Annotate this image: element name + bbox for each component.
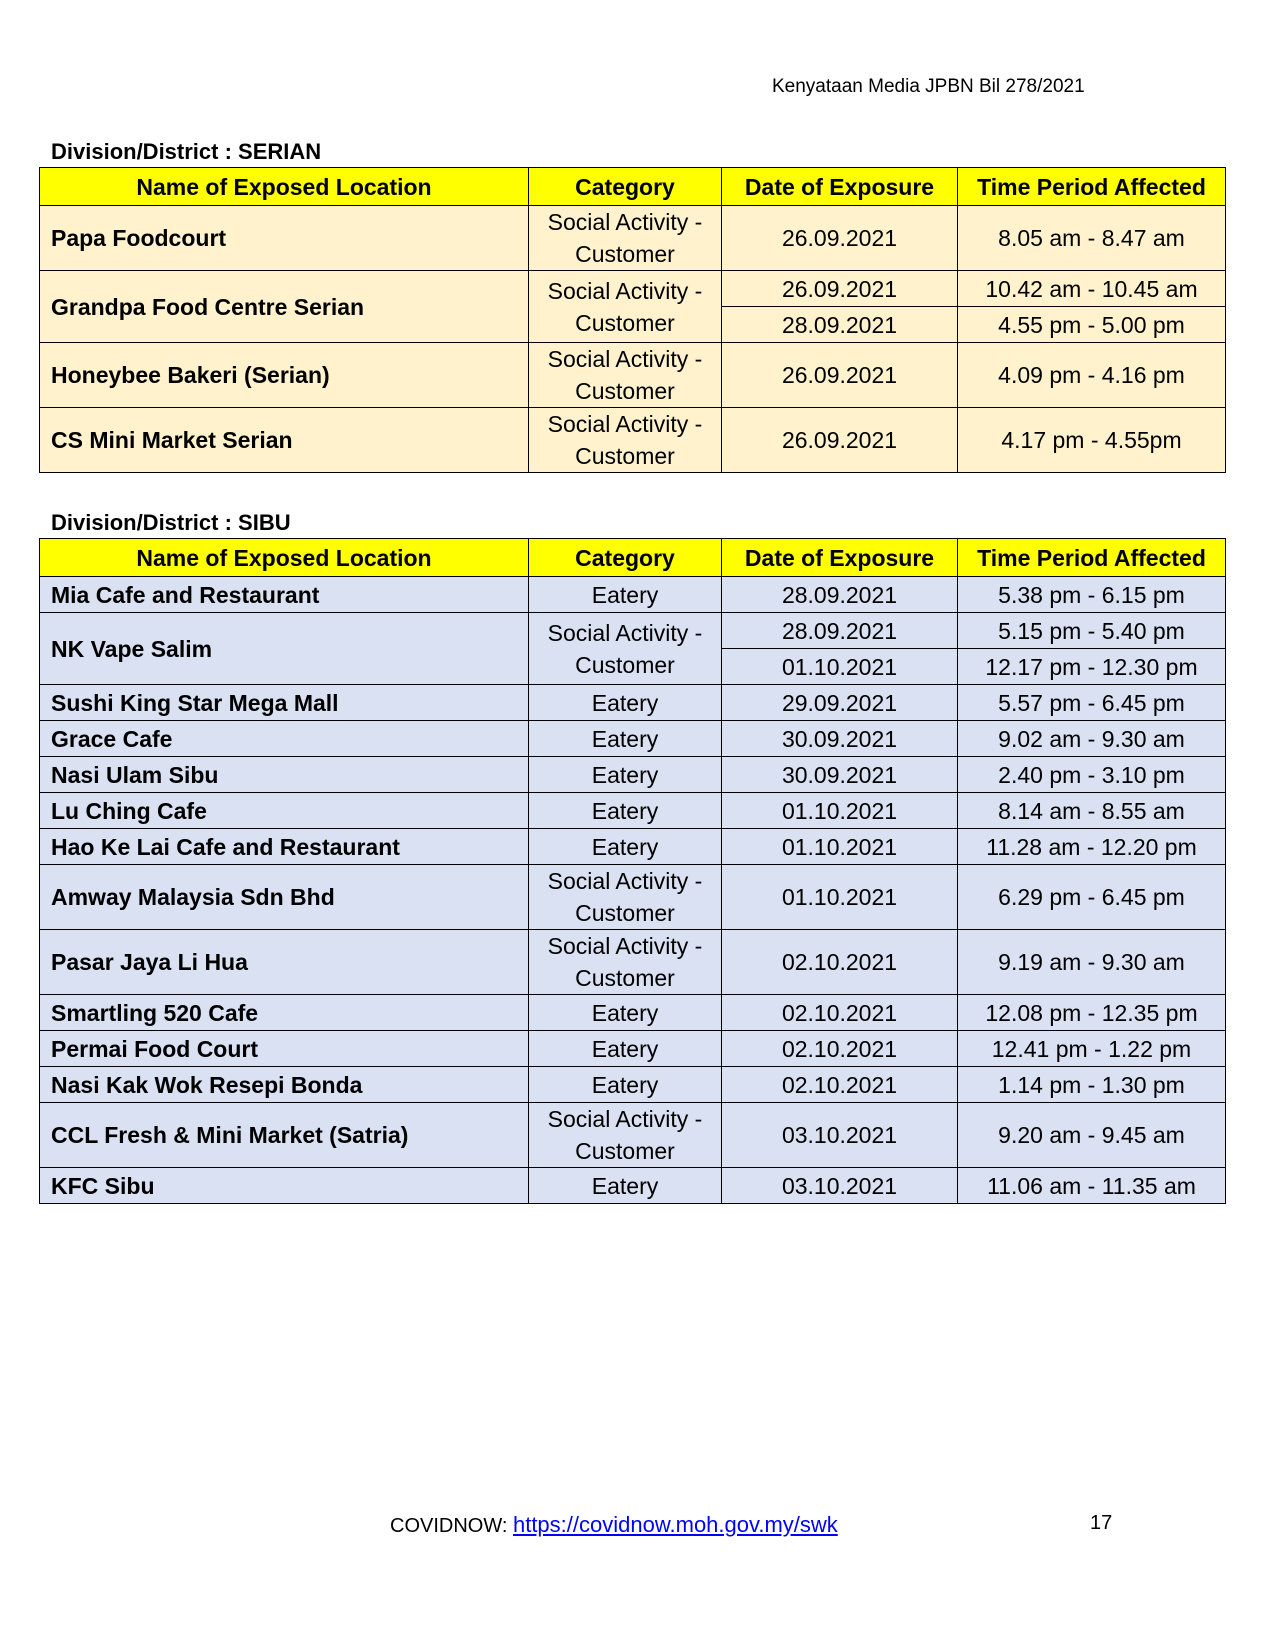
table-row (40, 793, 1226, 829)
category-cell: Eatery (529, 757, 722, 793)
table-row (40, 206, 1226, 271)
location-cell: Hao Ke Lai Cafe and Restaurant (40, 829, 529, 865)
category-cell: Social Activity - Customer (529, 206, 722, 271)
table-row (40, 995, 1226, 1031)
location-cell: Amway Malaysia Sdn Bhd (40, 865, 529, 930)
time-cell: 5.57 pm - 6.45 pm (958, 685, 1226, 721)
table-row (40, 577, 1226, 613)
time-cell: 10.42 am - 10.45 am (958, 271, 1226, 307)
table-row (40, 408, 1226, 473)
date-cell: 28.09.2021 (722, 613, 958, 649)
table-row (40, 685, 1226, 721)
category-cell: Social Activity - Customer (529, 408, 722, 473)
category-cell: Social Activity - Customer (529, 930, 722, 995)
date-cell: 26.09.2021 (722, 408, 958, 473)
time-cell: 12.08 pm - 12.35 pm (958, 995, 1226, 1031)
serian-table-body (40, 206, 1226, 473)
header-location: Name of Exposed Location (40, 539, 529, 577)
page-number: 17 (1090, 1512, 1113, 1534)
time-cell: 9.02 am - 9.30 am (958, 721, 1226, 757)
header-date: Date of Exposure (722, 539, 958, 577)
category-cell: Eatery (529, 1067, 722, 1103)
table-row (40, 613, 1226, 649)
location-cell: Honeybee Bakeri (Serian) (40, 343, 529, 408)
footer-label: COVIDNOW: (390, 1515, 513, 1537)
category-cell: Social Activity - Customer (529, 1103, 722, 1168)
date-cell: 26.09.2021 (722, 206, 958, 271)
table-row (40, 930, 1226, 995)
time-cell: 4.55 pm - 5.00 pm (958, 307, 1226, 343)
sibu-title: Division/District : SIBU (51, 510, 291, 535)
category-cell: Social Activity - Customer (529, 613, 722, 685)
date-cell: 01.10.2021 (722, 793, 958, 829)
document-reference: Kenyataan Media JPBN Bil 278/2021 (772, 76, 1085, 97)
table-row (40, 865, 1226, 930)
time-cell: 9.20 am - 9.45 am (958, 1103, 1226, 1168)
location-cell: Papa Foodcourt (40, 206, 529, 271)
table-row (40, 1031, 1226, 1067)
table-header-row (40, 539, 1226, 577)
category-cell: Eatery (529, 1168, 722, 1204)
date-cell: 26.09.2021 (722, 271, 958, 307)
table-row (40, 829, 1226, 865)
table-row (40, 271, 1226, 307)
location-cell: Nasi Ulam Sibu (40, 757, 529, 793)
location-cell: Grace Cafe (40, 721, 529, 757)
time-cell: 1.14 pm - 1.30 pm (958, 1067, 1226, 1103)
date-cell: 28.09.2021 (722, 307, 958, 343)
header-date: Date of Exposure (722, 168, 958, 206)
header-time: Time Period Affected (958, 539, 1226, 577)
category-cell: Eatery (529, 793, 722, 829)
location-cell: Pasar Jaya Li Hua (40, 930, 529, 995)
date-cell: 29.09.2021 (722, 685, 958, 721)
date-cell: 03.10.2021 (722, 1168, 958, 1204)
location-cell: CCL Fresh & Mini Market (Satria) (40, 1103, 529, 1168)
date-cell: 30.09.2021 (722, 757, 958, 793)
date-cell: 03.10.2021 (722, 1103, 958, 1168)
time-cell: 4.09 pm - 4.16 pm (958, 343, 1226, 408)
category-cell: Eatery (529, 1031, 722, 1067)
header-category: Category (529, 168, 722, 206)
time-cell: 6.29 pm - 6.45 pm (958, 865, 1226, 930)
time-cell: 8.14 am - 8.55 am (958, 793, 1226, 829)
sibu-table-body (40, 577, 1226, 1204)
location-cell: Mia Cafe and Restaurant (40, 577, 529, 613)
date-cell: 01.10.2021 (722, 829, 958, 865)
header-location: Name of Exposed Location (40, 168, 529, 206)
serian-table (39, 167, 1226, 473)
covidnow-link[interactable]: https://covidnow.moh.gov.my/swk (512, 1512, 838, 1537)
header-category: Category (529, 539, 722, 577)
location-cell: KFC Sibu (40, 1168, 529, 1204)
header-time: Time Period Affected (958, 168, 1226, 206)
date-cell: 02.10.2021 (722, 930, 958, 995)
location-cell: Sushi King Star Mega Mall (40, 685, 529, 721)
category-cell: Social Activity - Customer (529, 343, 722, 408)
sibu-table (39, 538, 1226, 1204)
location-cell: Grandpa Food Centre Serian (40, 271, 529, 343)
category-cell: Eatery (529, 685, 722, 721)
table-row (40, 343, 1226, 408)
location-cell: Smartling 520 Cafe (40, 995, 529, 1031)
category-cell: Eatery (529, 995, 722, 1031)
table-row (40, 757, 1226, 793)
time-cell: 2.40 pm - 3.10 pm (958, 757, 1226, 793)
date-cell: 26.09.2021 (722, 343, 958, 408)
serian-section (39, 137, 1225, 473)
date-cell: 02.10.2021 (722, 1067, 958, 1103)
time-cell: 8.05 am - 8.47 am (958, 206, 1226, 271)
time-cell: 5.15 pm - 5.40 pm (958, 613, 1226, 649)
location-cell: Nasi Kak Wok Resepi Bonda (40, 1067, 529, 1103)
time-cell: 5.38 pm - 6.15 pm (958, 577, 1226, 613)
time-cell: 12.17 pm - 12.30 pm (958, 649, 1226, 685)
category-cell: Social Activity - Customer (529, 271, 722, 343)
table-row (40, 1103, 1226, 1168)
sibu-section (39, 508, 1225, 1204)
date-cell: 28.09.2021 (722, 577, 958, 613)
location-cell: CS Mini Market Serian (40, 408, 529, 473)
time-cell: 11.28 am - 12.20 pm (958, 829, 1226, 865)
category-cell: Eatery (529, 577, 722, 613)
time-cell: 12.41 pm - 1.22 pm (958, 1031, 1226, 1067)
time-cell: 4.17 pm - 4.55pm (958, 408, 1226, 473)
date-cell: 01.10.2021 (722, 649, 958, 685)
date-cell: 02.10.2021 (722, 995, 958, 1031)
location-cell: Lu Ching Cafe (40, 793, 529, 829)
serian-title: Division/District : SERIAN (51, 139, 322, 164)
category-cell: Social Activity - Customer (529, 865, 722, 930)
category-cell: Eatery (529, 829, 722, 865)
location-cell: NK Vape Salim (40, 613, 529, 685)
footer (390, 1512, 838, 1538)
date-cell: 30.09.2021 (722, 721, 958, 757)
date-cell: 01.10.2021 (722, 865, 958, 930)
table-header-row (40, 168, 1226, 206)
table-row (40, 721, 1226, 757)
time-cell: 9.19 am - 9.30 am (958, 930, 1226, 995)
location-cell: Permai Food Court (40, 1031, 529, 1067)
table-row (40, 1067, 1226, 1103)
date-cell: 02.10.2021 (722, 1031, 958, 1067)
time-cell: 11.06 am - 11.35 am (958, 1168, 1226, 1204)
table-row (40, 1168, 1226, 1204)
category-cell: Eatery (529, 721, 722, 757)
